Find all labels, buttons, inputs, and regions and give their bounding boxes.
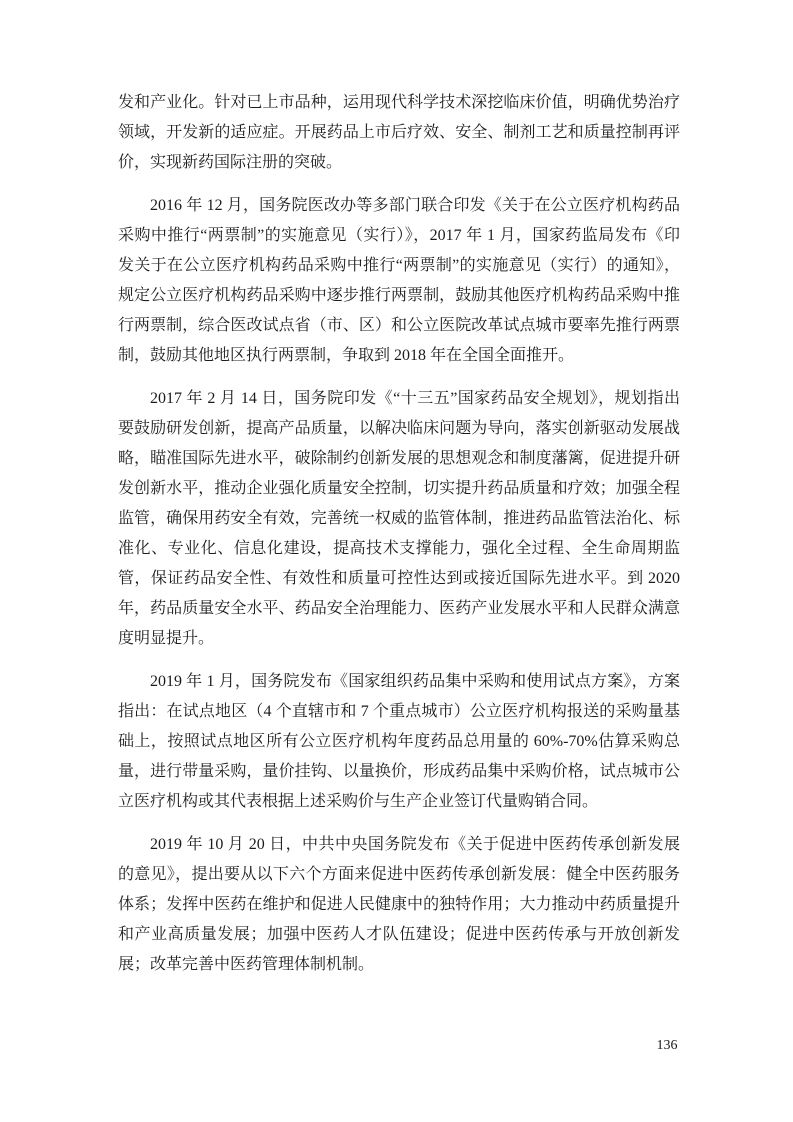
paragraph-continuation: 发和产业化。针对已上市品种，运用现代科学技术深挖临床价值，明确优势治疗领域，开发新的适应症。开展药品上市后疗效、安全、制剂工艺和质量控制再评价，实现新药国际注册的突破。 <box>118 94 680 171</box>
paragraph-2019-tcm-development: 2019 年 10 月 20 日，中共中央国务院发布《关于促进中医药传承创新发展的意见》，提出要从以下六个方面来促进中医药传承创新发展：健全中医药服务体系；发挥中医药在维护和促进人民健康中的独特作用；大力推动中药质量提升和产业高质量发展；加强中医药人才队伍建设；促进中医药传承与开放创新发展；改革完善中医药管理体制机制。 <box>118 836 680 973</box>
page-body-text <box>118 88 680 993</box>
paragraph-2019-centralized-procurement: 2019 年 1 月，国务院发布《国家组织药品集中采购和使用试点方案》，方案指出：在试点地区（4 个直辖市和 7 个重点城市）公立医疗机构报送的采购量基础上，按照试点地区所有公立医疗机构年度药品总用量的 60%-70%估算采购总量，进行带量采购，量价挂钩、以量换价，形成药品集中采购价格，试点城市公立医疗机构或其代表根据上述采购价与生产企业签订代量购销合同。 <box>118 673 680 810</box>
paragraph-2017-drug-safety-plan: 2017 年 2 月 14 日，国务院印发《“十三五”国家药品安全规划》，规划指出要鼓励研发创新，提高产品质量，以解决临床问题为导向，落实创新驱动发展战略，瞄准国际先进水平，破除制约创新发展的思想观念和制度藩篱，促进提升研发创新水平，推动企业强化质量安全控制，切实提升药品质量和疗效；加强全程监管，确保用药安全有效，完善统一权威的监管体制，推进药品监管法治化、标准化、专业化、信息化建设，提高技术支撑能力，强化全过程、全生命周期监管，保证药品安全性、有效性和质量可控性达到或接近国际先进水平。到 2020 年，药品质量安全水平、药品安全治理能力、医药产业发展水平和人民群众满意度明显提升。 <box>118 390 680 647</box>
page-number: 136 <box>656 1038 678 1053</box>
paragraph-2016-two-invoice-system: 2016 年 12 月，国务院医改办等多部门联合印发《关于在公立医疗机构药品采购中推行“两票制”的实施意见（实行）》，2017 年 1 月，国家药监局发布《印发关于在公立医疗机构药品采购中推行“两票制”的实施意见（实行）的通知》，规定公立医疗机构药品采购中逐步推行两票制，鼓励其他医疗机构药品采购中推行两票制，综合医改试点省（市、区）和公立医院改革试点城市要率先推行两票制，鼓励其他地区执行两票制，争取到 2018 年在全国全面推开。 <box>118 197 680 364</box>
